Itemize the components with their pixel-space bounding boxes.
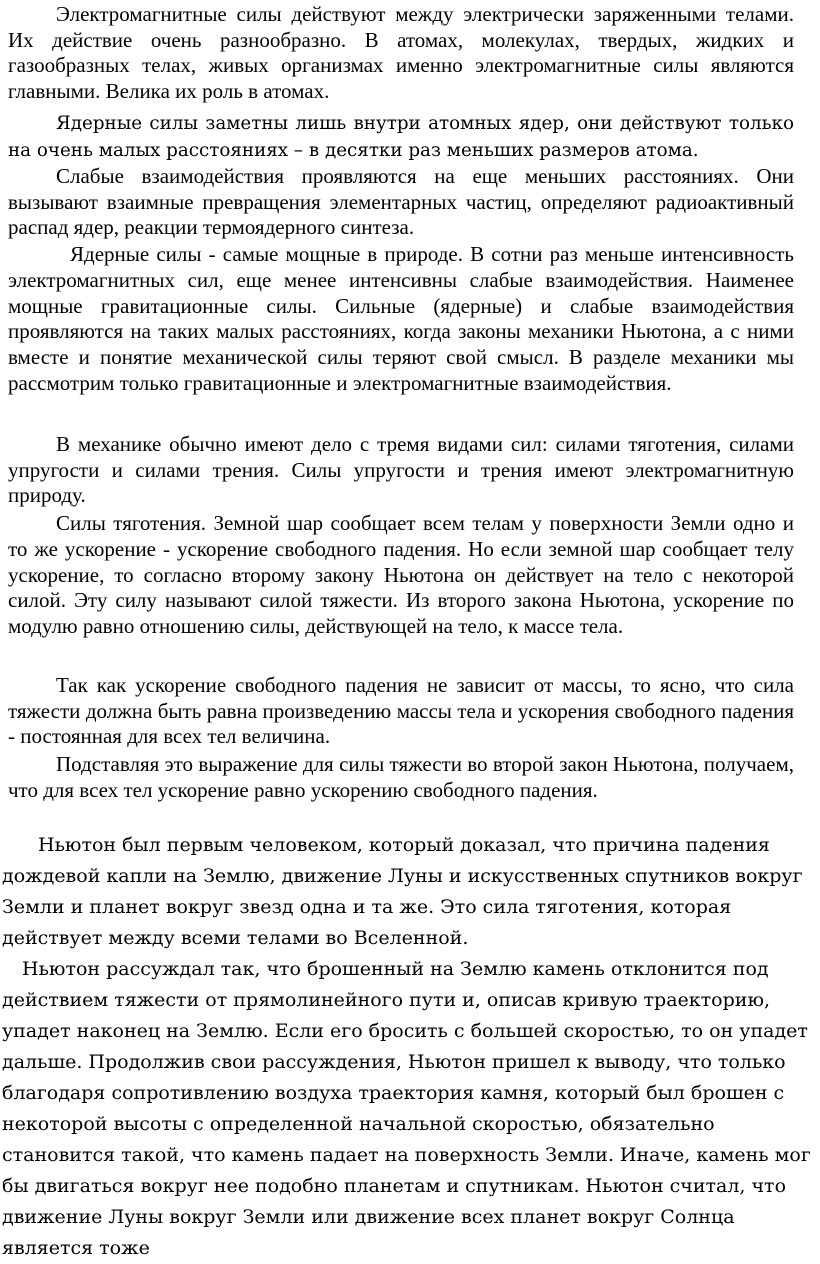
- paragraph-newton-proof: Ньютон был первым человеком, который доказал, что причина падения дождевой капли на Землю, движение Луны и искусственных спутников вокруг Земли и планет вокруг звезд одна и та же. Это сила тяготения, которая действует между всеми телами во Вселенной.: [2, 834, 803, 949]
- paragraph-gravity-equals: Так как ускорение свободного падения не зависит от массы, то ясно, что сила тяжести должна быть равна произведению массы тела и ускорения свободного падения - постоянная для всех тел величина.: [8, 673, 794, 749]
- paragraph-weak-interactions: Слабые взаимодействия проявляются на еще меньших расстояниях. Они вызывают взаимные превращения элементарных частиц, определяют радиоактивный распад ядер, реакции термоядерного синтеза.: [8, 164, 794, 240]
- paragraph-nuclear-forces: Ядерные силы заметны лишь внутри атомных ядер, они действуют только на очень малых расстояниях – в десятки раз меньших размеров атома.: [8, 113, 794, 161]
- paragraph-newton-reasoning: Ньютон рассуждал так, что брошенный на Землю камень отклонится под действием тяжести от прямолинейного пути и, описав кривую траекторию, упадет наконец на Землю. Если его бросить с большей скоростью, то он упадет дальше. Продолжив свои рассуждения, Ньютон пришел к выводу, что только благодаря сопротивлению воздуха траектория камня, который был брошен с некоторой высоты с определенной начальной скоростью, обязательно становится такой, что камень падает на поверхность Земли. Иначе, камень мог бы двигаться вокруг нее подобно планетам и спутникам. Ньютон считал, что движение Луны вокруг Земли или движение всех планет вокруг Солнца является тоже: [2, 958, 811, 1259]
- paragraph-gravity-forces: Силы тяготения. Земной шар сообщает всем телам у поверхности Земли одно и то же ускорение - ускорение свободного падения. Но если земной шар сообщает телу ускорение, то согласно второму закону Ньютона он действует на тело с некоторой силой. Эту силу называют силой тяжести. Из второго закона Ньютона, ускорение по модулю равно отношению силы, действующей на тело, к массе тела.: [8, 511, 794, 639]
- paragraph-mechanics-forces: В механике обычно имеют дело с тремя видами сил: силами тяготения, силами упругости и силами трения. Силы упругости и трения имеют электромагнитную природу.: [8, 432, 794, 508]
- paragraph-second-law: Подставляя это выражение для силы тяжести во второй закон Ньютона, получаем, что для всех тел ускорение равно ускорению свободного падения.: [8, 752, 794, 802]
- paragraph-electromagnetic-forces: Электромагнитные силы действуют между электрически заряженными телами. Их действие очень разнообразно. В атомах, молекулах, твердых, жидких и газообразных телах, живых организмах именно электромагнитные силы являются главными. Велика их роль в атомах.: [8, 2, 794, 103]
- paragraph-force-comparison: Ядерные силы - самые мощные в природе. В сотни раз меньше интенсивность электромагнитных сил, еще менее интенсивны слабые взаимодействия. Наименее мощные гравитационные силы. Сильные (ядерные) и слабые взаимодействия проявляются на таких малых расстояниях, когда законы механики Ньютона, а с ними вместе и понятие механической силы теряют свой смысл. В разделе механики мы рассмотрим только гравитационные и электромагнитные взаимодействия.: [8, 242, 794, 395]
